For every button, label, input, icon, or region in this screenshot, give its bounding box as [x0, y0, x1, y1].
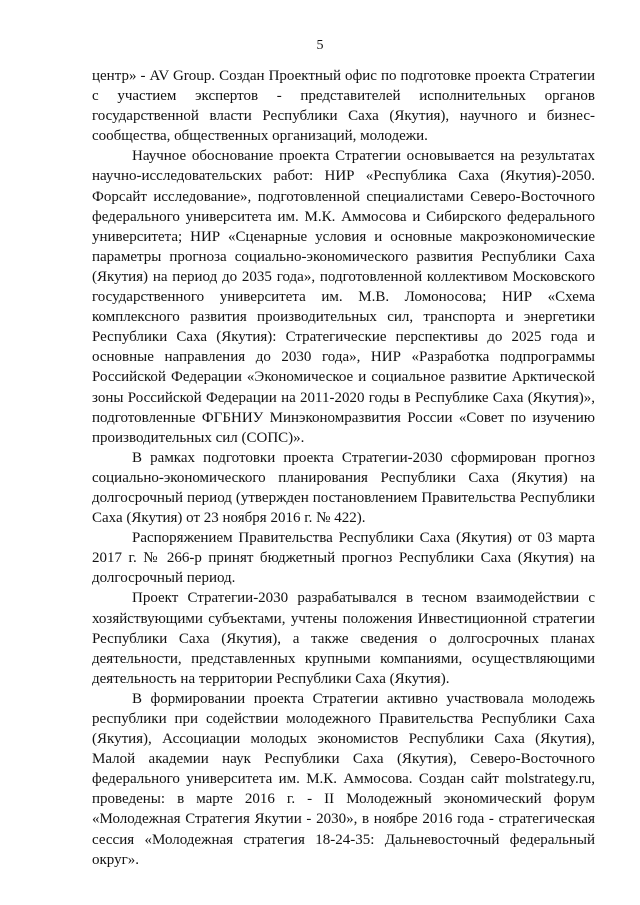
document-body [92, 66, 595, 870]
page-number: 5 [316, 38, 324, 53]
paragraph-continuation: центр» - AV Group. Создан Проектный офис по подготовке проекта Стратегии с участием экспертов - представителей исполнительных органов государственной власти Республики Саха (Якутия), научного и бизнес-сообщества, общественных организаций, молодежи. [92, 68, 595, 145]
paragraph-youth: В формировании проекта Стратегии активно участвовала молодежь республики при содействии молодежного Правительства Республики Саха (Якутия), Ассоциации молодых экономистов Республики Саха (Якутия), Малой академии наук Республики Саха (Якутия), Северо-Восточного федерального университета им. М.К. Аммосова. Создан сайт molstrategy.ru, проведены: в марте 2016 г. - II Молодежный экономический форум «Молодежная Стратегия Якутии - 2030», в ноябре 2016 года - стратегическая сессия «Молодежная стратегия 18-24-35: Дальневосточный федеральный округ». [92, 690, 595, 868]
paragraph-budget-forecast: Распоряжением Правительства Республики Саха (Якутия) от 03 марта 2017 г. № 266-р принят бюджетный прогноз Республики Саха (Якутия) на долгосрочный период. [92, 530, 595, 587]
paragraph-cooperation: Проект Стратегии-2030 разрабатывался в тесном взаимодействии с хозяйствующими субъектами, учтены положения Инвестиционной стратегии Республики Саха (Якутия), а также сведения о долгосрочных планах деятельности, представленных крупными компаниями, осуществляющими деятельность на территории Республики Саха (Якутия). [92, 590, 595, 687]
paragraph-forecast: В рамках подготовки проекта Стратегии-2030 сформирован прогноз социально-экономического планирования Республики Саха (Якутия) на долгосрочный период (утвержден постановлением Правительства Республики Саха (Якутия) от 23 ноября 2016 г. № 422). [92, 449, 595, 527]
paragraph-scientific-basis: Научное обоснование проекта Стратегии основывается на результатах научно-исследовательских работ: НИР «Республика Саха (Якутия)-2050. Форсайт исследование», подготовленной специалистами Северо-Восточного федерального университета им. М.К. Аммосова и Сибирского федерального университета; НИР «Сценарные условия и основные макроэкономические параметры прогноза социально-экономического развития Республики Саха (Якутия) на период до 2035 года», подготовленной коллективом Московского государственного университета им. М.В. Ломоносова; НИР «Схема комплексного развития производительных сил, транспорта и энергетики Республики Саха (Якутия): Стратегические перспективы до 2025 года и основные направления до 2030 года», НИР «Разработка подпрограммы Российской Федерации «Экономическое и социальное развитие Арктической зоны Российской Федерации на 2011-2020 годы в Республике Саха (Якутия)», подготовленные ФГБНИУ Минэкономразвития России «Совет по изучению производительных сил (СОПС)». [92, 148, 595, 446]
